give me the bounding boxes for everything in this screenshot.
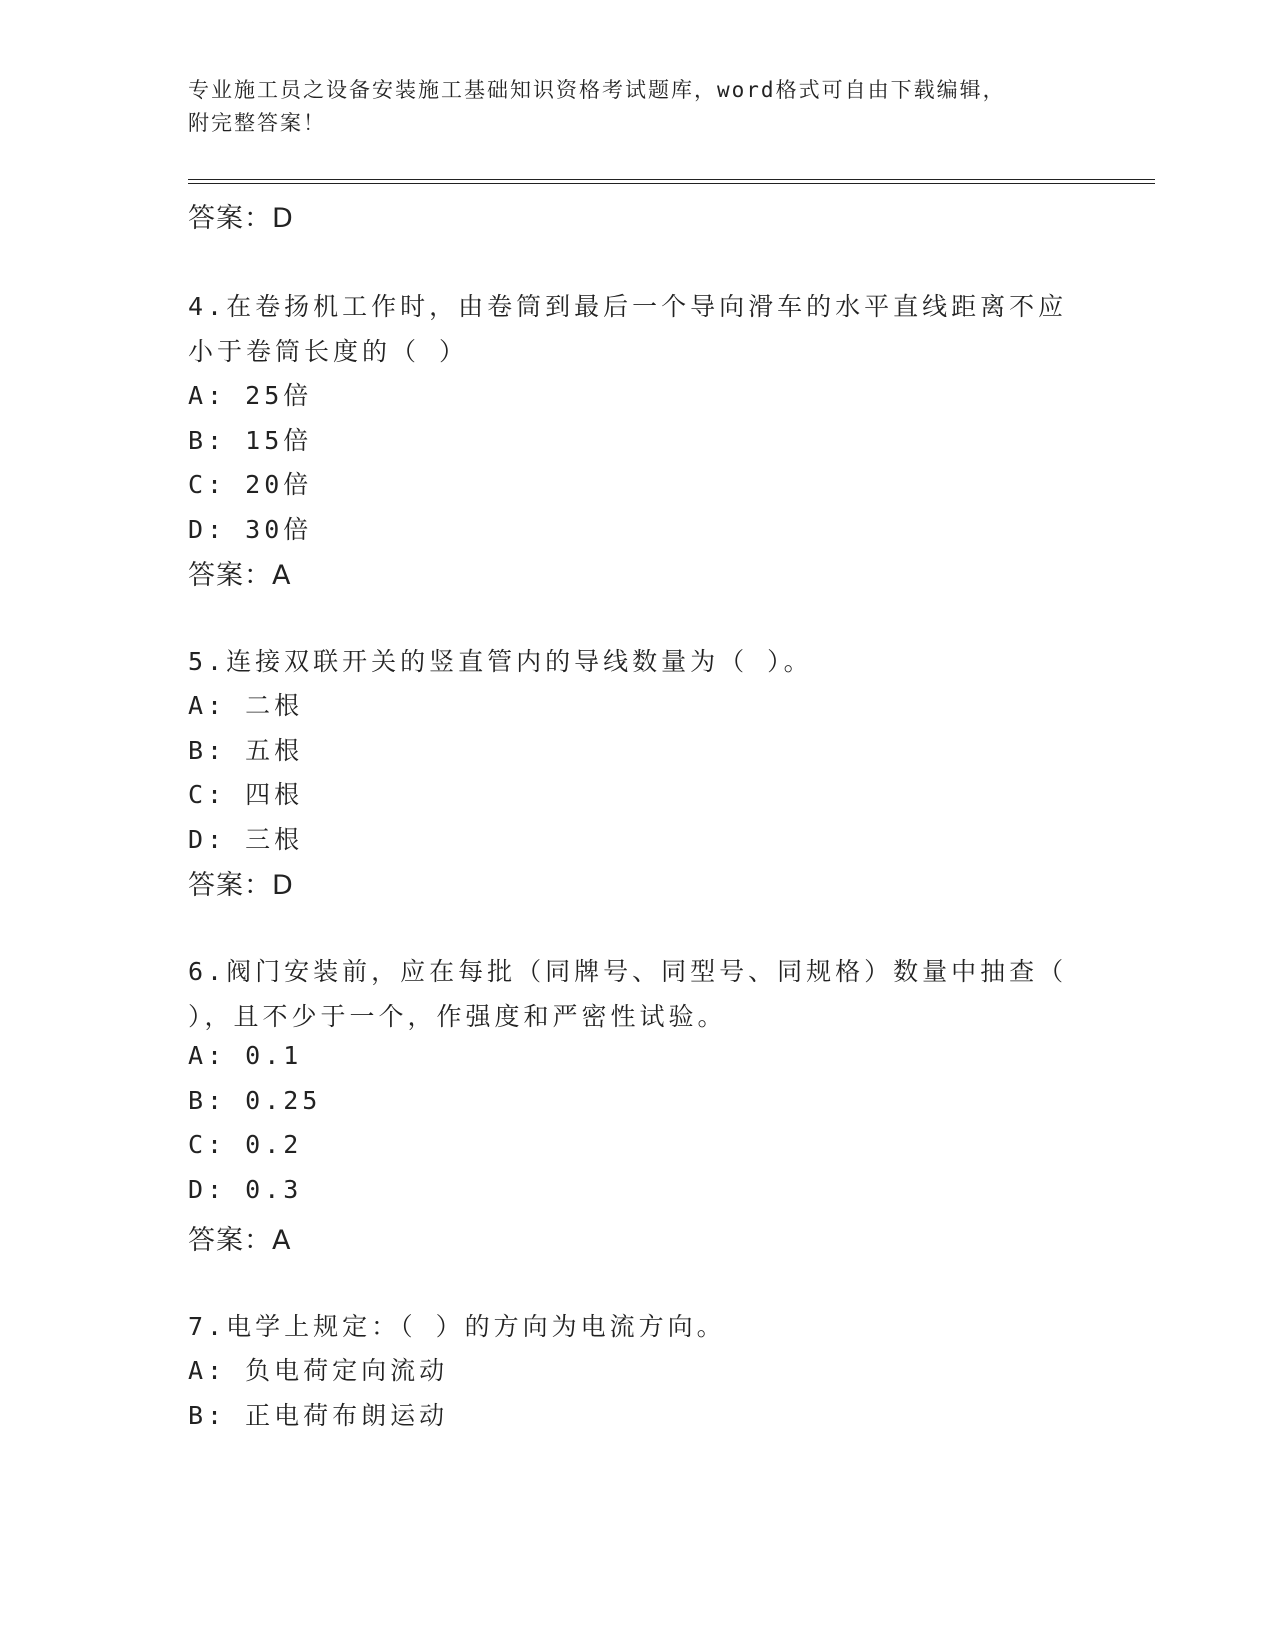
question-6-stem-line-1: 6.阀门安装前，应在每批（同牌号、同型号、同规格）数量中抽查（: [188, 957, 1068, 986]
question-4-option-c: C: 20倍: [188, 470, 313, 499]
question-7-option-a: A: 负电荷定向流动: [188, 1356, 449, 1385]
header-line-2: 附完整答案！: [188, 111, 326, 135]
question-6-option-b: B: 0.25: [188, 1086, 322, 1115]
question-4-answer: 答案：A: [188, 560, 292, 591]
question-5-stem: 5.连接双联开关的竖直管内的导线数量为（ ）。: [188, 647, 813, 676]
question-6-option-d: D: 0.3: [188, 1175, 303, 1204]
question-7-stem: 7.电学上规定：（ ）的方向为电流方向。: [188, 1312, 726, 1341]
question-4-stem-line-1: 4.在卷扬机工作时，由卷筒到最后一个导向滑车的水平直线距离不应: [188, 292, 1068, 321]
question-4-option-d: D: 30倍: [188, 515, 313, 544]
question-6-option-c: C: 0.2: [188, 1130, 303, 1159]
header-divider-bottom: [188, 183, 1155, 184]
previous-answer: 答案：D: [188, 203, 294, 234]
question-5-option-d: D: 三根: [188, 825, 304, 854]
question-4-option-b: B: 15倍: [188, 426, 313, 455]
question-5-answer: 答案：D: [188, 870, 294, 901]
question-4-option-a: A: 25倍: [188, 381, 313, 410]
header-divider-top: [188, 179, 1155, 180]
document-header: [188, 74, 1088, 140]
question-7-option-b: B: 正电荷布朗运动: [188, 1401, 449, 1430]
question-6-stem-line-2: ），且不少于一个，作强度和严密性试验。: [188, 1002, 727, 1031]
question-5-option-b: B: 五根: [188, 736, 304, 765]
question-6-answer: 答案：A: [188, 1225, 292, 1256]
question-5-option-a: A: 二根: [188, 691, 304, 720]
question-5-option-c: C: 四根: [188, 780, 304, 809]
question-4-stem-line-2: 小于卷筒长度的（ ）: [188, 337, 469, 366]
question-6-option-a: A: 0.1: [188, 1041, 303, 1070]
header-line-1: 专业施工员之设备安装施工基础知识资格考试题库，word格式可自由下载编辑，: [188, 78, 1006, 102]
